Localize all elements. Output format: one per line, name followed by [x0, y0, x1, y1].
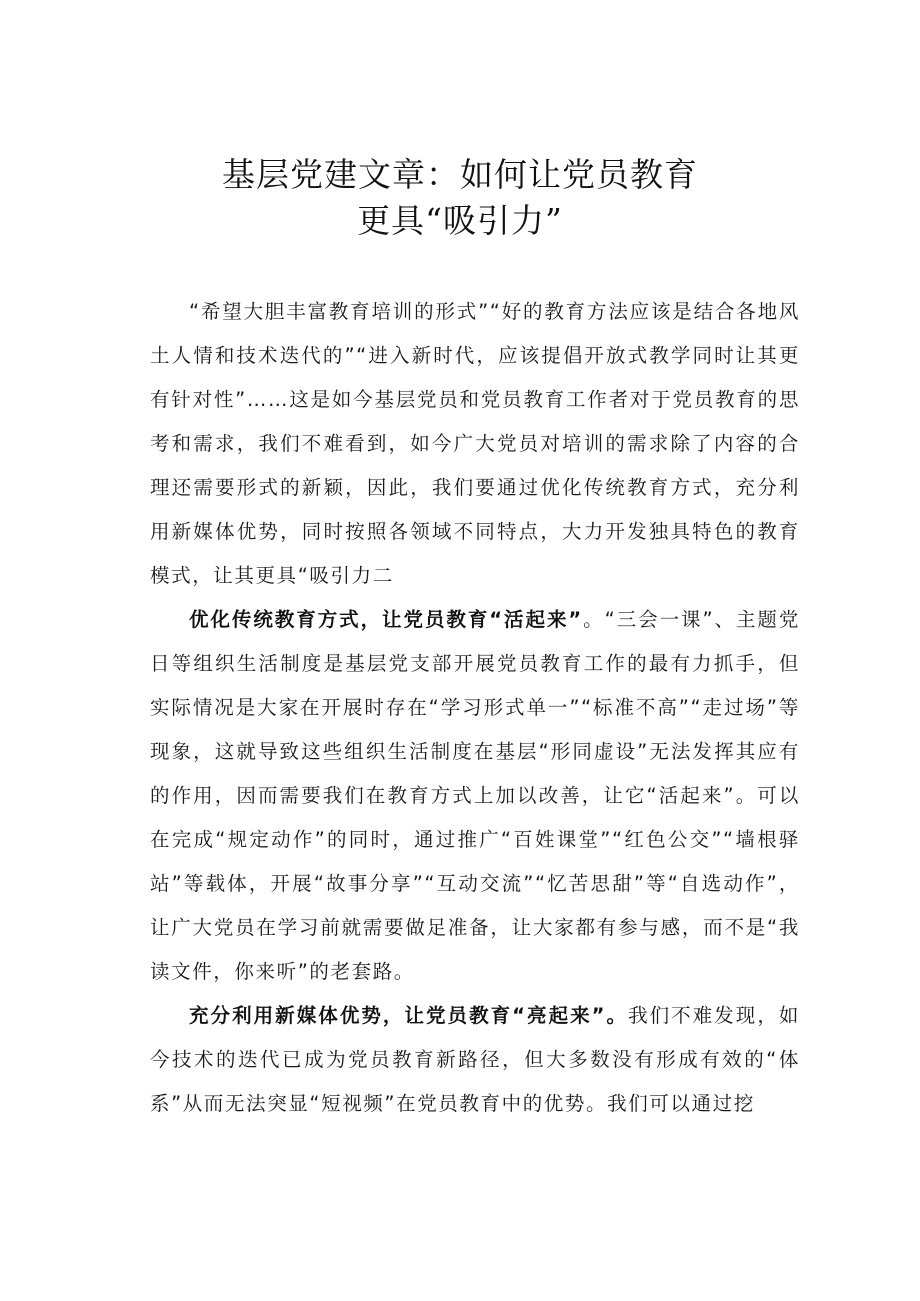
document-body [150, 290, 800, 1126]
paragraph-intro [150, 290, 800, 598]
paragraph-lead-traditional: 优化传统教育方式，让党员教育“活起来” [189, 608, 583, 631]
paragraph-new-media [150, 994, 800, 1126]
paragraph-text-traditional: 。“三会一课”、主题党日等组织生活制度是基层党支部开展党员教育工作的最有力抓手，但实际情况是大家在开展时存在“学习形式单一”“标准不高”“走过场”等现象，这就导致这些组织生活制度在基层“形同虚设”无法发挥其应有的作用，因而需要我们在教育方式上加以改善，让它“活起来”。可以在完成“规定动作”的同时，通过推广“百姓课堂”“红色公交”“墙根驿站”等载体，开展“故事分享”“互动交流”“忆苦思甜”等“自选动作”，让广大党员在学习前就需要做足准备，让大家都有参与感，而不是“我读文件，你来听”的老套路。 [150, 608, 800, 983]
paragraph-intro-text: “希望大胆丰富教育培训的形式”“好的教育方法应该是结合各地风土人情和技术迭代的”“进入新时代，应该提倡开放式教学同时让其更有针对性”……这是如今基层党员和党员教育工作者对于党员教育的思考和需求，我们不难看到，如今广大党员对培训的需求除了内容的合理还需要形式的新颖，因此，我们要通过优化传统教育方式，充分利用新媒体优势，同时按照各领域不同特点，大力开发独具特色的教育模式，让其更具“吸引力二 [150, 300, 800, 587]
paragraph-lead-new-media: 充分利用新媒体优势，让党员教育“亮起来”。 [189, 1004, 629, 1027]
paragraph-text-new-media: 我们不难发现，如今技术的迭代已成为党员教育新路径，但大多数没有形成有效的“体系”从而无法突显“短视频”在党员教育中的优势。我们可以通过挖 [150, 1004, 800, 1115]
paragraph-traditional-education [150, 598, 800, 994]
title-line-1: 基层党建文章：如何让党员教育 [222, 155, 698, 194]
title-line-2: 更具“吸引力” [357, 201, 563, 240]
document-title [150, 152, 770, 244]
